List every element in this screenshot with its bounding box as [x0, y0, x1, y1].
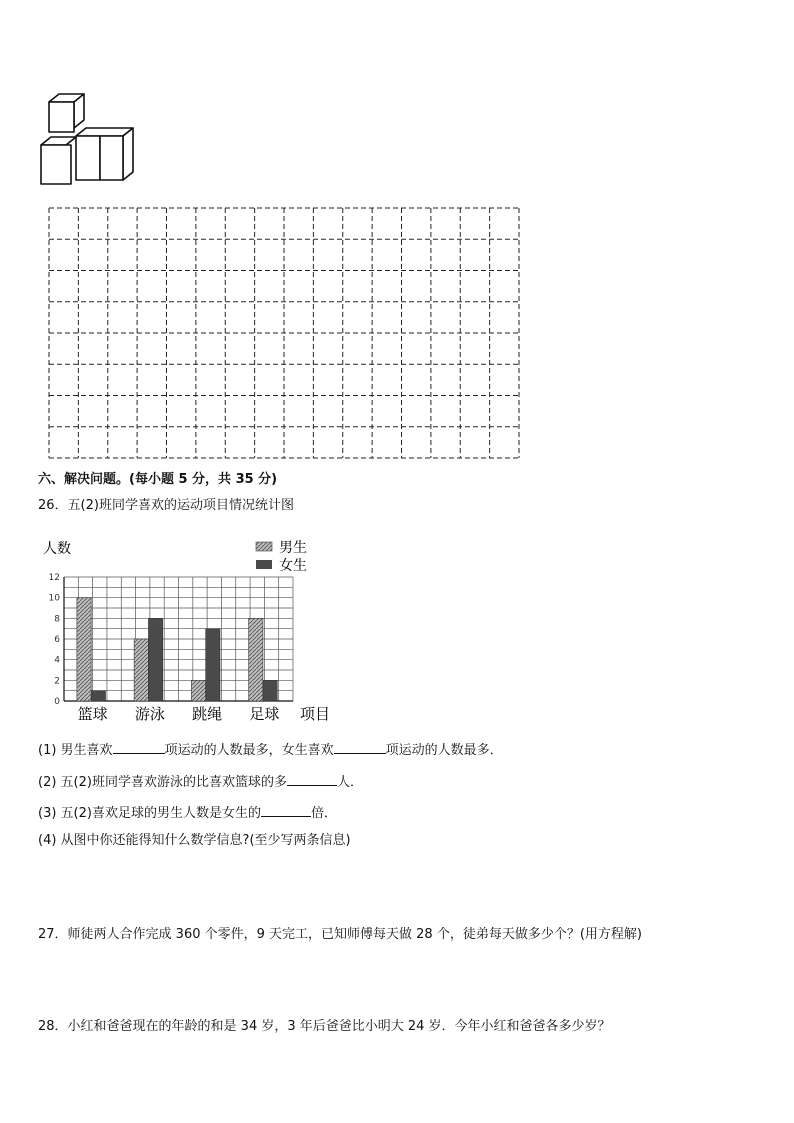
y-tick-label: 4	[54, 655, 60, 666]
q26-title: 26．五(2)班同学喜欢的运动项目情况统计图	[38, 498, 294, 513]
bar-boys-3	[249, 618, 263, 701]
chart-legend	[256, 539, 307, 574]
answer-blank-1[interactable]	[113, 739, 165, 754]
legend-swatch-girls	[256, 560, 272, 569]
y-tick-label: 6	[54, 635, 60, 645]
bar-girls-3	[263, 680, 277, 701]
category-label: 跳绳	[192, 705, 223, 723]
dashed-grid	[46, 205, 522, 461]
category-label: 篮球	[77, 705, 108, 723]
legend-label-boys: 男生	[279, 540, 307, 556]
y-axis-label: 人数	[43, 541, 71, 557]
answer-blank-3[interactable]	[287, 771, 337, 786]
answer-blank-4[interactable]	[261, 802, 311, 817]
section-heading: 六、解决问题。(每小题 5 分，共 35 分)	[38, 472, 278, 487]
bar-girls-2	[206, 629, 220, 701]
q27-text: 27．师徒两人合作完成 360 个零件，9 天完工，已知师傅每天做 28 个，徒弟每天做多少个？(用方程解)	[38, 927, 642, 942]
legend-swatch-boys	[256, 542, 272, 551]
y-tick-label: 2	[54, 676, 60, 687]
bar-chart	[36, 533, 346, 725]
y-tick-label: 0	[54, 697, 60, 707]
category-label: 游泳	[134, 705, 165, 723]
bar-boys-1	[134, 639, 148, 701]
y-tick-label: 10	[48, 593, 60, 604]
bar-girls-1	[148, 618, 162, 701]
bar-boys-0	[77, 598, 91, 701]
x-axis-label: 项目	[300, 705, 331, 723]
y-tick-label: 12	[48, 573, 60, 583]
cube-figure	[36, 90, 140, 188]
q26-sub1: (1) 男生喜欢 项运动的人数最多，女生喜欢 项运动的人数最多．	[38, 739, 503, 760]
y-tick-label: 8	[54, 614, 60, 625]
category-label: 足球	[249, 705, 280, 723]
q26-sub3: (3) 五(2)喜欢足球的男生人数是女生的 倍．	[38, 802, 337, 823]
bar-boys-2	[191, 680, 205, 701]
q26-sub4: (4) 从图中你还能得知什么数学信息?(至少写两条信息)	[38, 833, 351, 848]
bar-girls-0	[91, 691, 105, 701]
legend-label-girls: 女生	[279, 558, 307, 574]
answer-blank-2[interactable]	[334, 739, 386, 754]
q26-sub2: (2) 五(2)班同学喜欢游泳的比喜欢篮球的多 人．	[38, 771, 363, 792]
q28-text: 28．小红和爸爸现在的年龄的和是 34 岁，3 年后爸爸比小明大 24 岁．今年小红和爸爸各多少岁？	[38, 1019, 611, 1034]
